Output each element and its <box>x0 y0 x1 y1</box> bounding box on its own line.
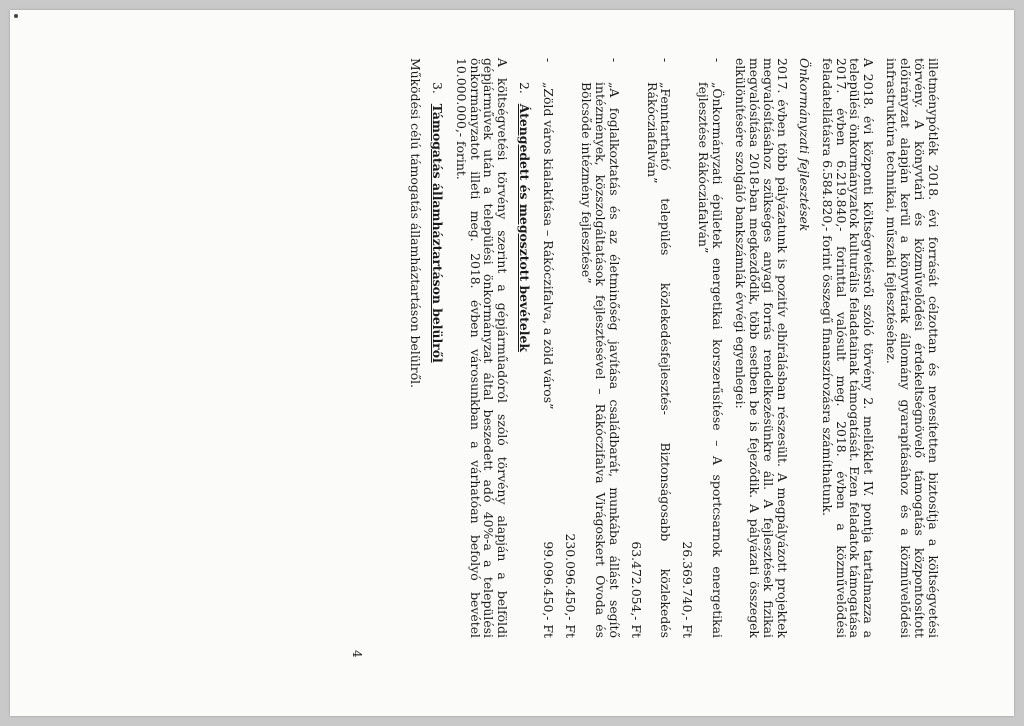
list-item-text: „Zöld város kialakítása – Rákóczifalva, a zöld város” <box>541 82 557 410</box>
list-item <box>541 58 555 638</box>
list-bullet: - <box>658 58 674 63</box>
list-item <box>681 58 725 638</box>
list-bullet: - <box>606 58 622 63</box>
section-number: 3. <box>429 82 445 94</box>
list-bullet: - <box>710 58 726 63</box>
paragraph-salary-supplement: illetménypótlék 2018. évi forrását célzottan és nevesítetten biztosítja a költségvetési törvény. A könyvtári és közművelődési érdekeltségnövelő támogatás központosított előirányzat alapján kerül a könyvtárak állomány gyarapításához és a közművelődési infrastruktúra technikai, műszaki fejlesztéséhez. <box>884 58 941 638</box>
scanned-page <box>10 10 1014 716</box>
list-item-text: „A foglalkoztatás és az életminőség javítása családbarát, munkába állást segítő intézmények, közszolgáltatások fejlesztésével – Rákóczifalva Virágoskert Óvoda és Bölcsőde intézmény fejlesztése” <box>578 82 622 638</box>
paragraph-vehicle-tax: A költségvetési törvény szerint a gépjárműadóról szóló törvény alapján a belföldi gépjárművek után a települési önkormányzat által beszedett adó 40%-a a települési önkormányzatot illeti meg. 2018. évben városunkban a várhatóan befolyó bevétel 10.000.000,- forint. <box>453 58 511 638</box>
section-title: Átengedett és megosztott bevételek <box>517 103 533 352</box>
list-item <box>629 58 673 638</box>
paragraph-tenders: 2017. évben több pályázatunk is pozitív elbírálásban részesült. A megpályázott projektek megvalósításához szükséges anyagi forrás rendelkezésünkre áll. A fejlesztések fizikai megvalósítása 2018-ban megkezdődik, több esetben be is fejeződik. A pályázati összegek elkülönítésére szolgáló bankszámlák évvégi egyenlegei: <box>733 58 790 638</box>
list-item-amount: 63.472.054,- Ft <box>628 541 644 638</box>
list-bullet: - <box>541 58 557 63</box>
rotated-content <box>10 10 1014 716</box>
paragraph-cultural-support: A 2018. évi központi költségvetésről szóló törvény 2. melléklet IV. pontja tartalmazza a települési önkormányzatok kulturális feladatainak támogatását. Ezen feladatok támogatása 2017. évben 6.219.840,- forinttal valósult meg. 2018. évben a közművelődési feladatellátásra 6.584.820,- forint összegű finanszírozásra számíthatunk. <box>819 58 877 638</box>
section-heading-state-support <box>430 58 444 638</box>
paragraph-operating-support: Működési célú támogatás államháztartáson belülről. <box>407 58 423 389</box>
page-number: 4 <box>350 650 364 658</box>
list-item-text: „Fenntartható település közlekedésfejlesztés- Biztonságosabb közlekedés Rákócziafalván” <box>644 82 674 638</box>
list-item-text: „Önkormányzati épületek energetikai korszerűsítése – A sportcsarnok energetikai fejlesztése Rákócziafalván” <box>696 82 726 638</box>
section-heading-developments: Önkormányzati fejlesztések <box>796 58 812 232</box>
section-number: 2. <box>517 82 533 94</box>
page-body <box>399 58 940 638</box>
section-title: Támogatás államháztartáson belülről <box>429 103 445 363</box>
list-item-amount: 26.369.740,- Ft <box>680 541 696 638</box>
list-item-amount: 230.096.450,- Ft <box>563 533 579 638</box>
list-item-amount: 99.096.450,- Ft <box>541 541 557 638</box>
section-heading-shared-revenues <box>517 58 531 638</box>
list-item <box>563 58 621 638</box>
